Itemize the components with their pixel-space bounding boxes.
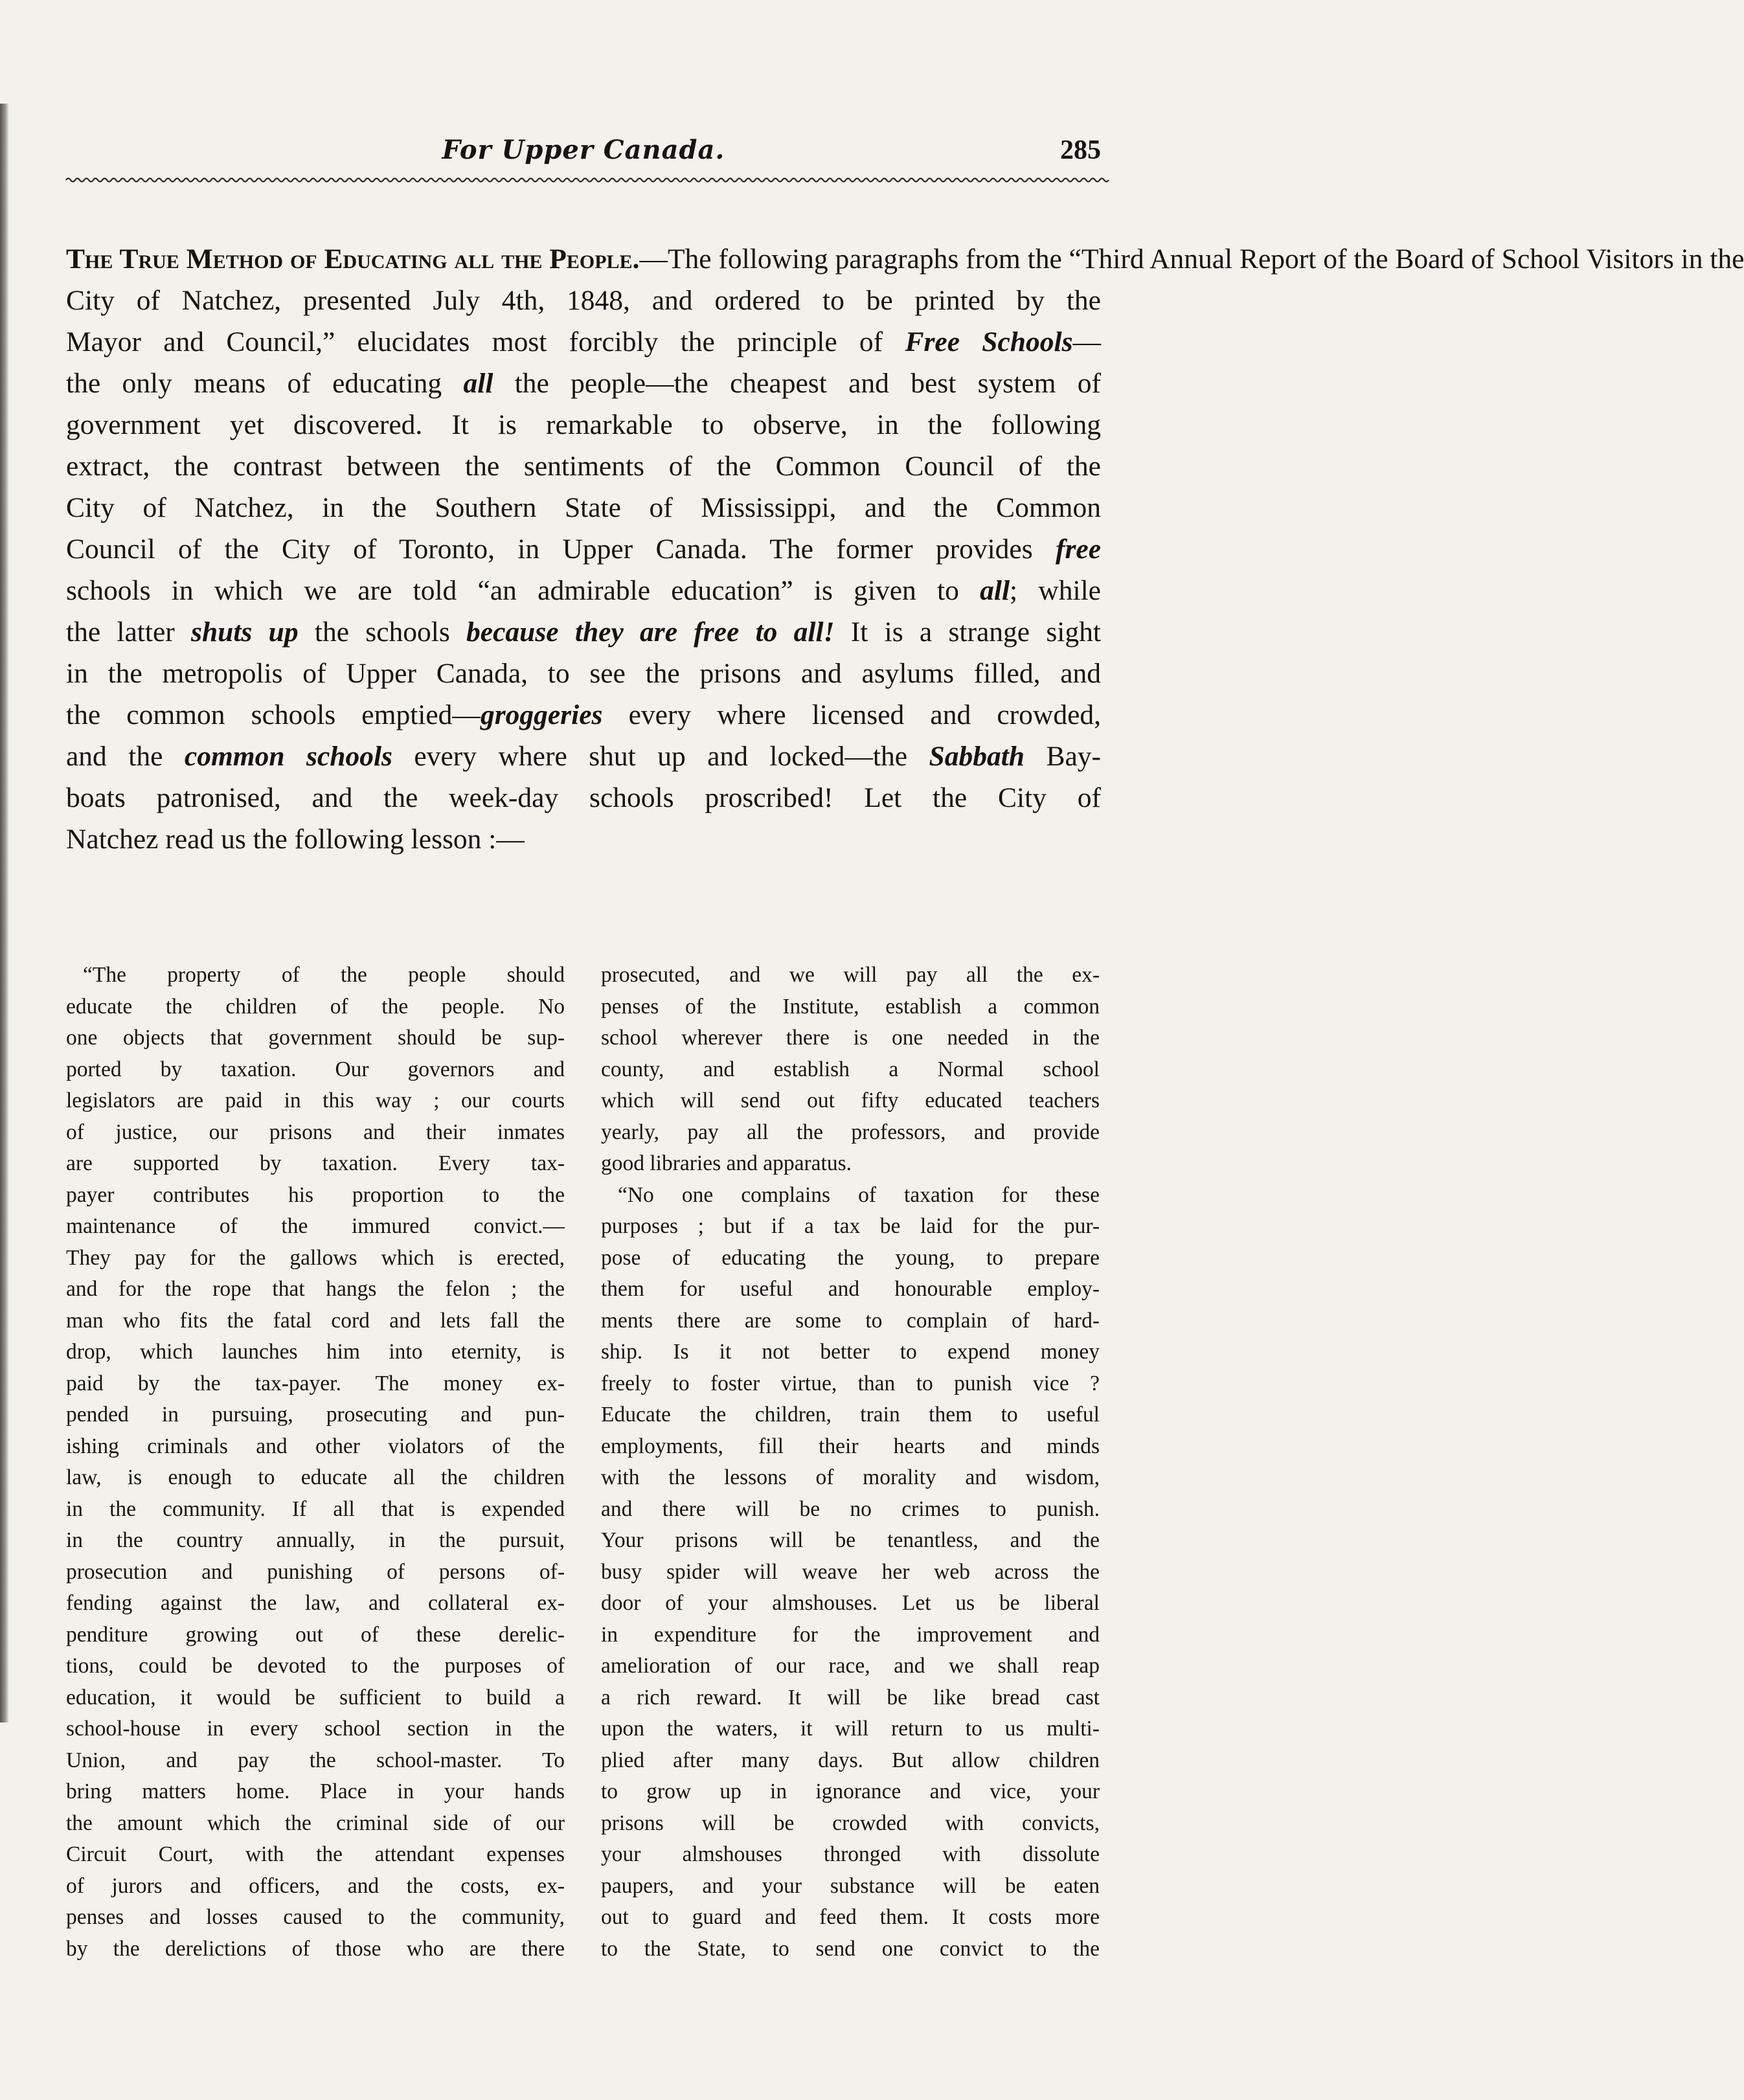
column-line: freely to foster virtue, than to punish vice ? [601,1371,1100,1395]
intro-line: Natchez read us the following lesson :— [66,824,525,855]
column-line: pended in pursuing, prosecuting and pun- [66,1403,565,1427]
column-line: education, it would be sufficient to build a [66,1685,565,1710]
intro-line: and the common schools every where shut up and locked—the Sabbath Bay- [66,741,1102,772]
column-line: employments, fill their hearts and minds [601,1434,1100,1458]
column-line: door of your almshouses. Let us be liberal [601,1591,1100,1615]
column-line: tions, could be devoted to the purposes of [66,1654,565,1678]
intro-line: City of Natchez, in the Southern State of Mississippi, and the Common [66,492,1101,523]
column-line: Union, and pay the school-master. To [66,1748,565,1772]
column-line: a rich reward. It will be like bread cast [601,1685,1100,1710]
wavy-head-rule [66,176,1101,184]
column-line: busy spider will weave her web across the [601,1559,1100,1584]
column-line: Circuit Court, with the attendant expenses [66,1842,565,1866]
column-line: paid by the tax-payer. The money ex- [66,1371,565,1395]
column-line: penses and losses caused to the community, [66,1905,565,1929]
column-line: and for the rope that hangs the felon ; the [66,1277,565,1301]
column-line: upon the waters, it will return to us multi- [601,1717,1100,1741]
page-number: 285 [1060,135,1101,165]
column-line: school-house in every school section in the [66,1717,565,1741]
column-line: by the derelictions of those who are there [66,1936,565,1961]
column-line: of justice, our prisons and their inmates [66,1120,565,1144]
column-line: ship. Is it not better to expend money [601,1340,1100,1364]
column-line: school wherever there is one needed in the [601,1026,1100,1050]
intro-line: Council of the City of Toronto, in Upper Canada. The former provides free [66,534,1101,565]
column-line: “The property of the people should [83,963,565,987]
page-edge-shadow [0,104,9,1722]
column-line: prosecution and punishing of persons of- [66,1559,565,1584]
column-line: purposes ; but if a tax be laid for the pur- [601,1214,1100,1238]
column-line: the amount which the criminal side of our [66,1811,565,1835]
column-line: penditure growing out of these derelic- [66,1622,565,1647]
right-column [601,960,1100,1965]
intro-paragraph [66,238,1744,860]
column-line: county, and establish a Normal school [601,1057,1100,1081]
column-line: your almshouses thronged with dissolute [601,1842,1100,1866]
intro-line: City of Natchez, presented July 4th, 1848, and ordered to be printed by the [66,285,1101,316]
column-line: law, is enough to educate all the children [66,1465,565,1489]
column-line: of jurors and officers, and the costs, ex- [66,1873,565,1898]
column-line: bring matters home. Place in your hands [66,1779,565,1803]
column-line: payer contributes his proportion to the [66,1182,565,1207]
intro-line: the common schools emptied—groggeries every where licensed and crowded, [66,699,1101,730]
intro-line: the only means of educating all the people—the cheapest and best system of [66,368,1101,399]
left-column [66,960,565,1965]
intro-line: the latter shuts up the schools because they are free to all! It is a strange sight [66,616,1101,648]
intro-line: in the metropolis of Upper Canada, to see the prisons and asylums filled, and [66,658,1101,689]
column-line: “No one complains of taxation for these [618,1182,1100,1207]
column-line: are supported by taxation. Every tax- [66,1151,565,1175]
column-line: them for useful and honourable employ- [601,1277,1100,1301]
section-heading: The True Method of Educating all the People. [66,243,640,275]
column-line: penses of the Institute, establish a common [601,994,1100,1019]
column-line: in the country annually, in the pursuit, [66,1528,565,1552]
column-line: amelioration of our race, and we shall reap [601,1654,1100,1678]
column-line: to grow up in ignorance and vice, your [601,1779,1100,1803]
column-line: plied after many days. But allow children [601,1748,1100,1772]
column-line: They pay for the gallows which is erected, [66,1245,565,1270]
column-line: with the lessons of morality and wisdom, [601,1465,1100,1489]
intro-line: schools in which we are told “an admirable education” is given to all; while [66,575,1101,606]
column-line: in the community. If all that is expended [66,1496,565,1521]
column-line: Educate the children, train them to useful [601,1403,1100,1427]
column-line: one objects that government should be sup- [66,1026,565,1050]
running-title: For Upper Canada. [442,135,725,165]
intro-line: extract, the contrast between the sentiments of the Common Council of the [66,451,1101,482]
column-line: ments there are some to complain of hard- [601,1308,1100,1333]
intro-line: boats patronised, and the week-day schools proscribed! Let the City of [66,782,1101,813]
column-line: which will send out fifty educated teachers [601,1089,1100,1112]
intro-line [66,238,1744,280]
column-line: fending against the law, and collateral ex- [66,1591,565,1615]
column-line: educate the children of the people. No [66,994,565,1019]
column-line: man who fits the fatal cord and lets fall the [66,1308,565,1333]
column-line: to the State, to send one convict to the [601,1936,1100,1961]
intro-line: government yet discovered. It is remarkable to observe, in the following [66,409,1101,440]
column-line: ishing criminals and other violators of the [66,1434,565,1458]
intro-line: Mayor and Council,” elucidates most forcibly the principle of Free Schools— [66,326,1102,357]
column-line: Your prisons will be tenantless, and the [601,1528,1100,1552]
column-line: pose of educating the young, to prepare [601,1245,1100,1270]
column-line: maintenance of the immured convict.— [66,1214,565,1238]
column-line: in expenditure for the improvement and [601,1622,1100,1647]
column-line: ported by taxation. Our governors and [66,1057,565,1081]
running-head [66,130,1101,175]
column-line: drop, which launches him into eternity, is [66,1340,565,1364]
column-line: prosecuted, and we will pay all the ex- [601,963,1100,987]
column-line: paupers, and your substance will be eaten [601,1873,1100,1898]
intro-text: —The following paragraphs from the “Third Annual Report of the Board of School Visitors in the [639,243,1744,275]
column-line: good libraries and apparatus. [601,1151,852,1175]
column-line: and there will be no crimes to punish. [601,1496,1100,1521]
column-line: yearly, pay all the professors, and provide [601,1120,1100,1144]
column-line: legislators are paid in this way ; our courts [66,1089,565,1112]
column-line: out to guard and feed them. It costs more [601,1905,1100,1929]
column-line: prisons will be crowded with convicts, [601,1811,1100,1835]
